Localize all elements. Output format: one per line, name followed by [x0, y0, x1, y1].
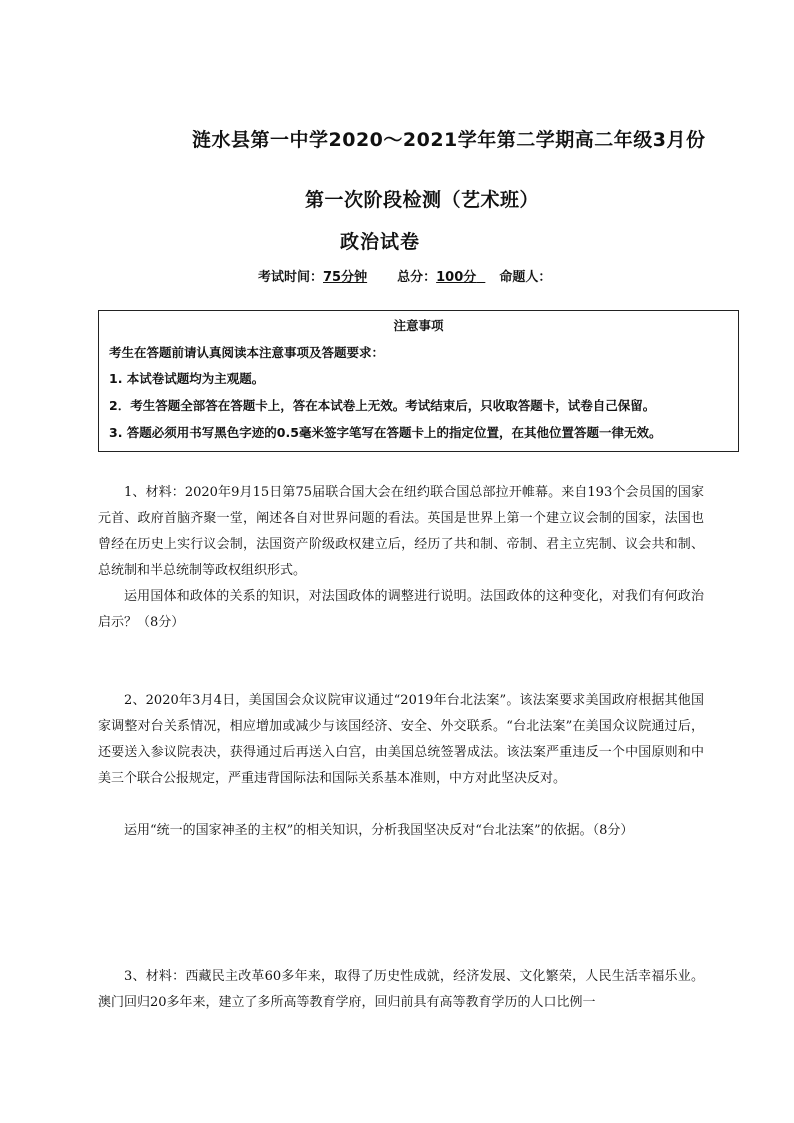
notice-item-2: 2．考生答题全部答在答题卡上，答在本试卷上无效。考试结束后，只收取答题卡，试卷自己保留。	[109, 398, 656, 413]
question-3-material: 3、材料：西藏民主改革60多年来，取得了历史性成就，经济发展、文化繁荣，人民生活幸福乐业。澳门回归20多年来，建立了多所高等教育学府，回归前具有高等教育学历的人口比例一	[98, 969, 704, 1010]
score-value: 100分	[436, 270, 477, 285]
question-1-task: 运用国体和政体的关系的知识，对法国政体的调整进行说明。法国政体的这种变化，对我们有何政治启示？（8分）	[98, 589, 704, 630]
notice-title: 注意事项	[393, 318, 444, 333]
exam-subject-title: 政治试卷	[340, 231, 421, 253]
exam-title-line2: 第一次阶段检测（艺术班）	[304, 189, 539, 211]
author-label: 命题人：	[499, 270, 552, 285]
question-2-material: 2、2020年3月4日，美国国会众议院审议通过“2019年台北法案”。该法案要求美国政府根据其他国家调整对台关系情况，相应增加或减少与该国经济、安全、外交联系。“台北法案”在美国众议院通过后，还要送入参议院表决，获得通过后再送入白宫，由美国总统签署成法。该法案严重违反一个中国原则和中美三个联合公报规定，严重违背国际法和国际关系基本准则，中方对此坚决反对。	[98, 693, 704, 786]
time-label: 考试时间：	[258, 270, 324, 285]
notice-box	[98, 310, 739, 452]
question-1-material: 1、材料：2020年9月15日第75届联合国大会在纽约联合国总部拉开帷幕。来自193个会员国的国家元首、政府首脑齐聚一堂，阐述各自对世界问题的看法。英国是世界上第一个建立议会制的国家，法国也曾经在历史上实行议会制，法国资产阶级政权建立后，经历了共和制、帝制、君主立宪制、议会共和制、总统制和半总统制等政权组织形式。	[98, 485, 704, 578]
notice-item-1: 1. 本试卷试题均为主观题。	[109, 371, 265, 386]
notice-item-3: 3. 答题必须用书写黑色字迹的0.5毫米签字笔写在答题卡上的指定位置，在其他位置答题一律无效。	[109, 425, 662, 440]
exam-title-line1: 涟水县第一中学2020～2021学年第二学期高二年级3月份	[192, 129, 706, 151]
time-value: 75分钟	[323, 270, 368, 285]
score-label: 总分：	[397, 270, 437, 285]
notice-intro: 考生在答题前请认真阅读本注意事项及答题要求：	[109, 345, 385, 360]
exam-meta	[258, 268, 551, 288]
question-2-task: 运用“统一的国家神圣的主权”的相关知识，分析我国坚决反对“台北法案”的依据。（8分）	[124, 823, 634, 838]
